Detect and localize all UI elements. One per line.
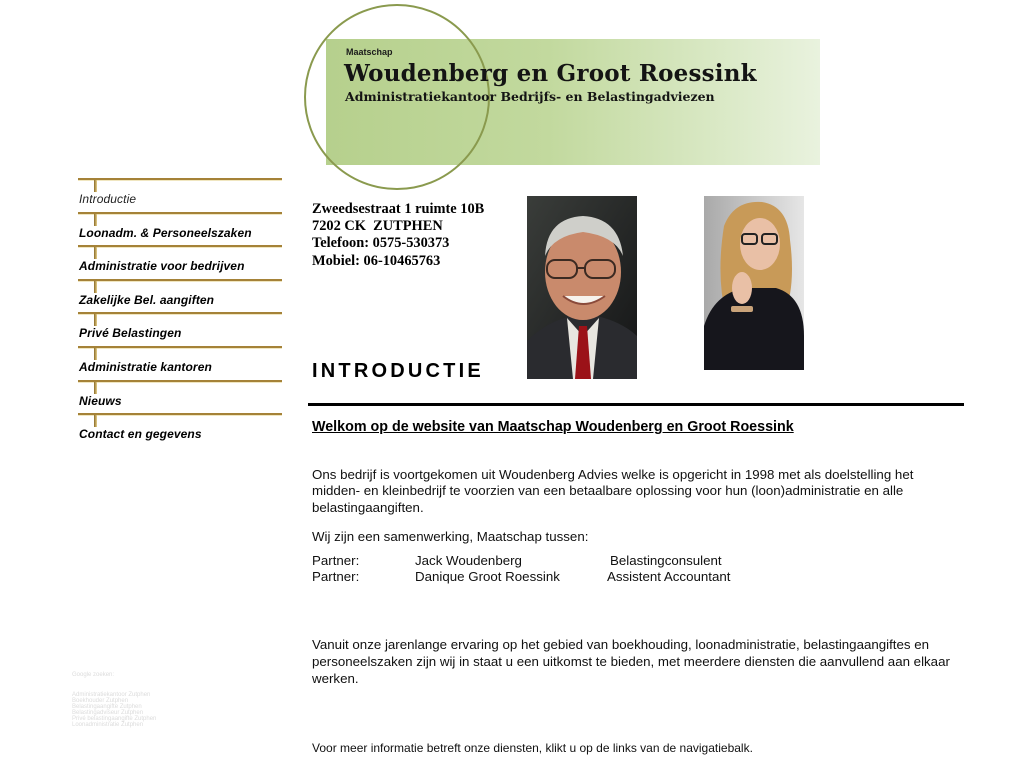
seo-link[interactable]: Loonadministratie Zutphen [72, 722, 144, 728]
seo-link[interactable]: Privé belastingaangifte Zutphen [72, 716, 157, 722]
seo-heading: Google zoeken: [72, 672, 115, 678]
seo-link[interactable]: Boekhouder Zutphen [72, 698, 129, 704]
address-street: Zweedsestraat 1 ruimte 10B [312, 201, 485, 217]
nav-item-introductie[interactable] [78, 178, 282, 212]
logo-company-name: Woudenberg en Groot Roessink [344, 60, 757, 87]
company-logo [304, 4, 824, 194]
seo-links [72, 672, 156, 728]
nav-item-label[interactable]: Administratie voor bedrijven [79, 259, 245, 274]
nav-item-label[interactable]: Nieuws [79, 393, 122, 408]
sidebar-nav [78, 178, 282, 447]
divider [308, 403, 964, 406]
partner-name: Jack Woudenberg [415, 553, 522, 568]
nav-item-label[interactable]: Contact en gegevens [79, 427, 202, 442]
partner-title: Belastingconsulent [610, 553, 722, 568]
more-info-text: Voor meer informatie betreft onze diensten, klikt u op de links van de navigatiebalk. [312, 741, 753, 755]
partner-name: Danique Groot Roessink [415, 568, 560, 584]
partnership-text: Wij zijn een samenwerking, Maatschap tussen: [312, 529, 589, 544]
nav-item-loonadministratie[interactable] [78, 212, 282, 246]
nav-item-nieuws[interactable] [78, 380, 282, 414]
photo-jack-woudenberg [527, 196, 637, 379]
nav-item-administratie-kantoren[interactable] [78, 346, 282, 380]
photo-danique-groot-roessink [704, 196, 804, 370]
welcome-heading: Welkom op de website van Maatschap Woudenberg en Groot Roessink [312, 419, 794, 435]
seo-link[interactable]: Administratiekantoor Zutphen [72, 692, 151, 698]
seo-link[interactable]: Belastingadviseur Zutphen [72, 710, 144, 716]
nav-item-label[interactable]: Administratie kantoren [79, 359, 212, 374]
page-title: INTRODUCTIE [312, 360, 484, 382]
portrait-man-image [527, 196, 637, 379]
seo-link[interactable]: Belastingaangifte Zutphen [72, 704, 142, 710]
nav-item-administratie-bedrijven[interactable] [78, 245, 282, 279]
intro-paragraph: Ons bedrijf is voortgekomen uit Woudenberg Advies welke is opgericht in 1998 met als doelstelling het midden- en kleinbedrijf te voorzien van een betaalbare oplossing voor hun (loon)administratie en alle belastingaangiften. [312, 467, 914, 515]
nav-item-zakelijke-aangiften[interactable] [78, 279, 282, 313]
logo-subtitle: Administratiekantoor Bedrijfs- en Belastingadviezen [345, 89, 715, 104]
nav-item-prive-belastingen[interactable] [78, 312, 282, 346]
partner-title: Assistent Accountant [607, 568, 731, 584]
portrait-woman-image [704, 196, 804, 370]
logo-small-text: Maatschap [346, 47, 393, 57]
experience-paragraph: Vanuit onze jarenlange ervaring op het gebied van boekhouding, loonadministratie, belastingaangiftes en personeelszaken zijn wij in staat u een uitkomst te bieden, met meerdere diensten die aanvullend aan elkaar werken. [312, 637, 950, 686]
partner-role: Partner: [312, 568, 360, 584]
partner-role: Partner: [312, 553, 360, 568]
nav-item-label[interactable]: Privé Belastingen [79, 326, 182, 341]
address-city: 7202 CK ZUTPHEN [312, 218, 443, 235]
nav-item-label[interactable]: Introductie [79, 192, 137, 206]
contact-address [312, 201, 484, 270]
nav-item-label[interactable]: Zakelijke Bel. aangiften [79, 292, 215, 307]
nav-item-label[interactable]: Loonadm. & Personeelszaken [79, 225, 252, 240]
address-phone: Telefoon: 0575-530373 [312, 235, 450, 252]
nav-item-contact[interactable] [78, 413, 282, 447]
address-mobile: Mobiel: 06-10465763 [312, 252, 441, 269]
